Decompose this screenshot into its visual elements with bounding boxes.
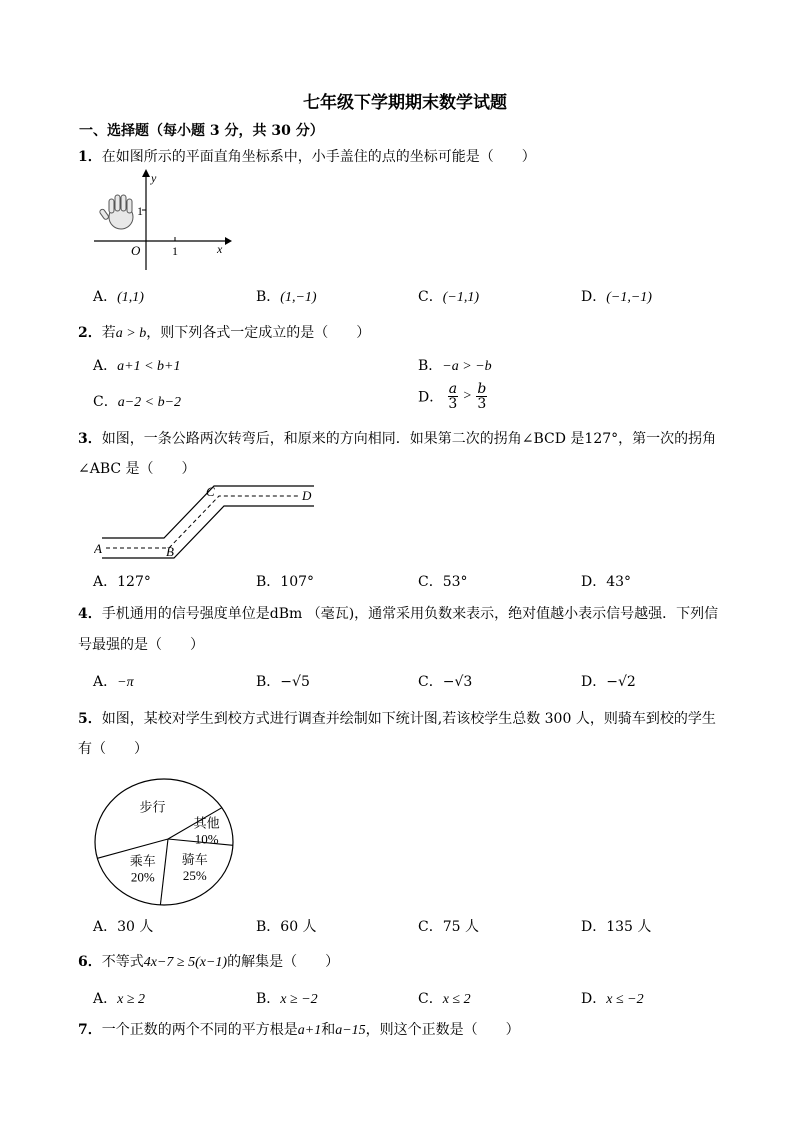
q2-option-b[interactable]: B．−a > −b — [418, 358, 492, 374]
q3-option-b[interactable]: B．107° — [256, 574, 315, 590]
hand-icon — [99, 195, 133, 229]
q4-option-b[interactable]: B．−√5 — [256, 674, 310, 690]
y-axis-arrow — [142, 169, 150, 177]
q6-option-b[interactable]: B．x ≥ −2 — [256, 991, 318, 1007]
pie-label-other: 其他 — [193, 815, 220, 831]
point-a-label: A — [94, 541, 102, 556]
q1-option-a[interactable]: A．(1,1) — [93, 289, 144, 305]
q1-option-b[interactable]: B．(1,−1) — [256, 289, 317, 305]
pie-label-bus: 乘车 — [129, 853, 156, 869]
question-1-stem — [78, 146, 536, 166]
q5-option-a[interactable]: A．30 人 — [93, 919, 154, 935]
q3-option-a[interactable]: A．127° — [93, 574, 151, 590]
origin-label: O — [131, 243, 141, 258]
coordinate-plane-figure — [92, 165, 232, 275]
q6-option-c[interactable]: C．x ≤ 2 — [418, 991, 471, 1007]
q5-option-d[interactable]: D．135 人 — [581, 919, 652, 935]
q1-option-c[interactable]: C．(−1,1) — [418, 289, 479, 305]
fraction-b-3: $\frac{b}{3}$ — [477, 381, 487, 412]
q2-option-d[interactable]: D． $\frac{a}{3}$ > $\frac{b}{3}$ — [418, 381, 487, 412]
q4-option-a[interactable]: A．−π — [93, 674, 134, 690]
question-4-stem-line1: 4．手机通用的信号强度单位是dBm （毫瓦)，通常采用负数来表示，绝对值越小表示信号越强．下列信 — [78, 606, 719, 622]
question-5-stem-line1: 5．如图，某校对学生到校方式进行调查并绘制如下统计图,若该校学生总数 300 人，则骑车到校的学生 — [78, 711, 716, 727]
q4-option-d[interactable]: D．−√2 — [581, 674, 636, 690]
y-axis-label: y — [151, 171, 157, 185]
pie-label-bike: 骑车 — [181, 852, 208, 868]
question-3-stem-line1: 3．如图，一条公路两次转弯后，和原来的方向相同．如果第二次的拐角∠BCD 是127°，第一次的拐角 — [78, 431, 717, 447]
pie-label-bike-percent: 25% — [182, 868, 207, 884]
q2-option-a[interactable]: A．a+1 < b+1 — [93, 358, 181, 374]
road-edge-lower — [102, 506, 314, 558]
question-2-stem: 2．若a > b，则下列各式一定成立的是（ ） — [78, 325, 371, 341]
point-b-label: B — [166, 544, 174, 559]
pie-label-bus-percent: 20% — [130, 869, 155, 885]
question-number: 1． — [78, 149, 102, 165]
question-6-stem: 6．不等式4x−7 ≥ 5(x−1)的解集是（ ） — [78, 954, 340, 970]
section-heading: 一、选择题（每小题 3 分，共 30 分） — [79, 123, 324, 139]
point-d-label: D — [302, 488, 312, 503]
q5-option-b[interactable]: B．60 人 — [256, 919, 317, 935]
q5-option-c[interactable]: C．75 人 — [418, 919, 479, 935]
pie-chart — [92, 772, 242, 912]
pie-label-other-percent: 10% — [194, 831, 219, 847]
x-axis-label: x — [217, 242, 223, 256]
question-7-stem: 7．一个正数的两个不同的平方根是a+1和a−15，则这个正数是（ ） — [78, 1022, 520, 1038]
q6-option-d[interactable]: D．x ≤ −2 — [581, 991, 644, 1007]
x-one-label: 1 — [172, 244, 178, 258]
question-5-stem-line2: 有（ ） — [78, 741, 148, 757]
q6-option-a[interactable]: A．x ≥ 2 — [93, 991, 146, 1007]
q4-option-c[interactable]: C．−√3 — [418, 674, 473, 690]
q3-option-c[interactable]: C．53° — [418, 574, 468, 590]
q3-option-d[interactable]: D．43° — [581, 574, 632, 590]
q1-option-d[interactable]: D．(−1,−1) — [581, 289, 652, 305]
road-centerline — [106, 496, 299, 548]
y-one-label: 1 — [137, 204, 143, 218]
question-text: 在如图所示的平面直角坐标系中，小手盖住的点的坐标可能是（ ） — [101, 149, 536, 165]
page-title: 七年级下学期期末数学试题 — [303, 93, 507, 113]
question-4-stem-line2: 号最强的是（ ） — [78, 637, 204, 653]
question-3-stem-line2: ∠ABC 是（ ） — [78, 461, 196, 477]
road-figure — [94, 478, 324, 560]
q2-option-c[interactable]: C．a−2 < b−2 — [93, 394, 182, 410]
pie-label-walk: 步行 — [139, 799, 166, 815]
point-c-label: C — [206, 484, 215, 499]
fraction-a-3: $\frac{a}{3}$ — [448, 381, 458, 412]
x-axis-arrow — [225, 237, 232, 245]
